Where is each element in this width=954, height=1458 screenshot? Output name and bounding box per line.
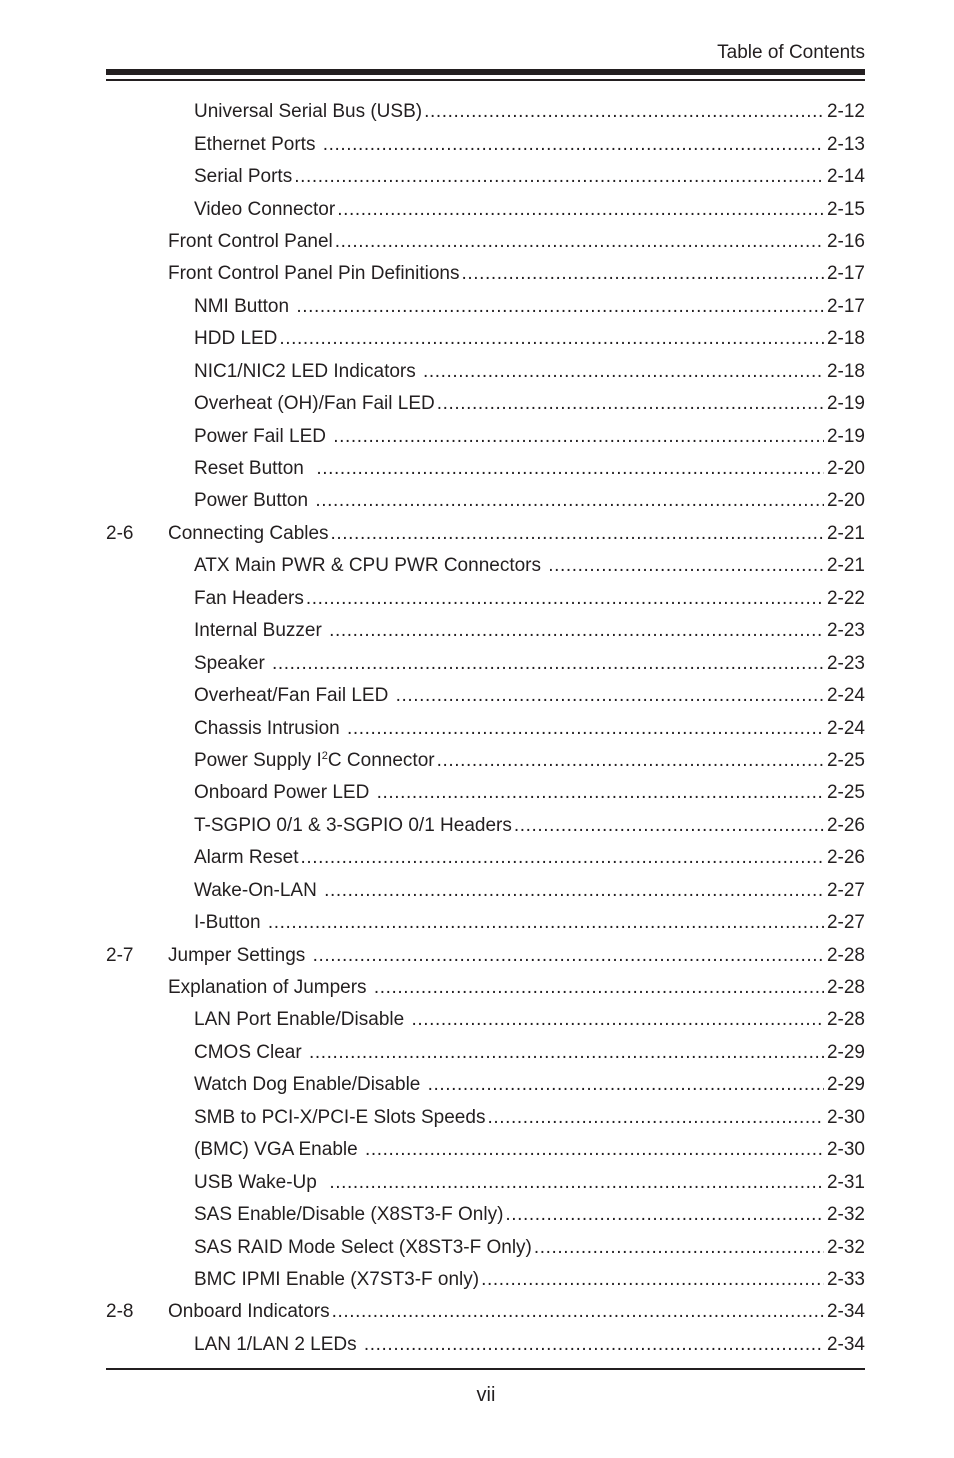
toc-entry[interactable] — [106, 453, 865, 485]
toc-dot-leader — [505, 1204, 824, 1226]
toc-entry[interactable] — [106, 161, 865, 193]
toc-entry[interactable] — [106, 420, 865, 452]
toc-entry-title: LAN 1/LAN 2 LEDs — [194, 1333, 362, 1355]
toc-entry-body — [194, 1204, 865, 1226]
toc-page-number: 2-12 — [826, 101, 865, 123]
toc-entry[interactable] — [106, 550, 865, 582]
toc-dot-leader — [272, 653, 824, 675]
toc-page-number: 2-28 — [826, 1009, 865, 1031]
toc-entry-title: SMB to PCI-X/PCI-E Slots Speeds — [194, 1106, 486, 1128]
toc-entry-body — [194, 1107, 865, 1129]
toc-entry[interactable] — [106, 810, 865, 842]
toc-entry-title-part: C Connector — [327, 749, 435, 771]
toc-entry-title: HDD LED — [194, 328, 278, 350]
running-header-title: Table of Contents — [717, 42, 865, 63]
toc-page-number: 2-23 — [826, 620, 865, 642]
toc-entry-body — [168, 231, 865, 253]
toc-entry-body — [194, 1139, 865, 1161]
toc-entry-body — [194, 426, 865, 448]
toc-entry-title: Speaker — [194, 652, 271, 674]
toc-entry-body — [194, 166, 865, 188]
page-number: vii — [476, 1384, 496, 1406]
toc-entry[interactable] — [106, 842, 865, 874]
toc-page-number: 2-18 — [826, 328, 865, 350]
toc-page-number: 2-14 — [826, 166, 865, 188]
toc-page-number: 2-29 — [826, 1041, 865, 1063]
toc-entry-body — [168, 977, 865, 999]
toc-dot-leader — [424, 101, 824, 123]
toc-dot-leader — [331, 523, 824, 545]
toc-page-number: 2-13 — [826, 133, 865, 155]
toc-dot-leader — [315, 490, 824, 512]
toc-entry-title: CMOS Clear — [194, 1041, 307, 1063]
toc-dot-leader — [279, 328, 824, 350]
toc-dot-leader — [423, 361, 824, 383]
toc-entry[interactable] — [106, 323, 865, 355]
toc-entry-title: Overheat/Fan Fail LED — [194, 685, 394, 707]
toc-dot-leader — [396, 685, 824, 707]
toc-page-number: 2-31 — [826, 1171, 865, 1193]
toc-entry-body — [194, 685, 865, 707]
toc-page-number: 2-27 — [826, 912, 865, 934]
toc-page-number: 2-24 — [826, 685, 865, 707]
toc-dot-leader — [316, 458, 824, 480]
toc-page-number: 2-34 — [826, 1301, 865, 1323]
toc-entry[interactable] — [106, 1329, 865, 1361]
toc-entry[interactable] — [106, 291, 865, 323]
toc-entry-body — [194, 1042, 865, 1064]
toc-dot-leader — [313, 945, 824, 967]
toc-entry-body — [194, 620, 865, 642]
toc-entry-body — [194, 1334, 865, 1356]
toc-entry-body — [194, 1009, 865, 1031]
toc-entry-title: Alarm Reset — [194, 847, 299, 869]
toc-entry-title: Explanation of Jumpers — [168, 977, 372, 999]
toc-entry-body — [194, 718, 865, 740]
toc-entry[interactable] — [106, 615, 865, 647]
toc-dot-leader — [323, 134, 824, 156]
toc-entry[interactable] — [106, 485, 865, 517]
toc-entry[interactable] — [106, 907, 865, 939]
toc-page-number: 2-22 — [826, 587, 865, 609]
toc-entry-title: Serial Ports — [194, 166, 293, 188]
toc-entry[interactable] — [106, 875, 865, 907]
toc-entry[interactable] — [106, 128, 865, 160]
toc-entry-body — [194, 134, 865, 156]
toc-entry-title: NMI Button — [194, 295, 295, 317]
toc-dot-leader — [428, 1074, 824, 1096]
toc-entry-body — [194, 815, 865, 837]
toc-dot-leader — [534, 1237, 824, 1259]
toc-entry-title: Video Connector — [194, 198, 336, 220]
toc-dot-leader — [296, 296, 824, 318]
toc-entry-body — [194, 588, 865, 610]
toc-entry-title: Power Button — [194, 490, 314, 512]
toc-page-number: 2-25 — [826, 782, 865, 804]
toc-entry[interactable] — [106, 647, 865, 679]
toc-entry-body — [194, 490, 865, 512]
toc-entry-body — [168, 945, 865, 967]
toc-entry-body — [194, 912, 865, 934]
toc-entry-title: Internal Buzzer — [194, 620, 328, 642]
toc-entry-body — [194, 782, 865, 804]
toc-entry[interactable] — [106, 939, 865, 971]
toc-entry[interactable] — [106, 388, 865, 420]
toc-dot-leader — [333, 426, 824, 448]
toc-entry-title: I-Button — [194, 912, 266, 934]
toc-dot-leader — [301, 847, 824, 869]
toc-dot-leader — [548, 555, 824, 577]
toc-dot-leader — [332, 1301, 824, 1323]
toc-dot-leader — [364, 1334, 824, 1356]
toc-page-number: 2-18 — [826, 360, 865, 382]
toc-entry-title: Ethernet Ports — [194, 133, 321, 155]
toc-page-number: 2-17 — [826, 295, 865, 317]
toc-entry[interactable] — [106, 1199, 865, 1231]
toc-page-number: 2-26 — [826, 814, 865, 836]
toc-entry-body — [194, 199, 865, 221]
toc-entry[interactable] — [106, 1231, 865, 1263]
toc-entry-title: BMC IPMI Enable (X7ST3-F only) — [194, 1268, 480, 1290]
toc-dot-leader — [461, 263, 823, 285]
toc-entry[interactable] — [106, 583, 865, 615]
toc-section-number: 2-6 — [106, 522, 134, 544]
toc-entry-body — [194, 458, 865, 480]
toc-dot-leader — [437, 393, 824, 415]
toc-entry[interactable] — [106, 1166, 865, 1198]
toc-dot-leader — [374, 977, 824, 999]
toc-entry-title-part: Power Supply I — [194, 749, 322, 771]
toc-entry-title: Onboard Power LED — [194, 782, 375, 804]
toc-entry-body — [194, 555, 865, 577]
toc-entry[interactable] — [106, 1004, 865, 1036]
toc-page-number: 2-26 — [826, 847, 865, 869]
toc-entry-title: Front Control Panel — [168, 230, 333, 252]
toc-entry-title: ATX Main PWR & CPU PWR Connectors — [194, 555, 547, 577]
toc-entry-body — [194, 328, 865, 350]
toc-entry[interactable] — [106, 1037, 865, 1069]
toc-page-number: 2-25 — [826, 749, 865, 771]
table-of-contents — [106, 96, 865, 1361]
toc-entry[interactable] — [106, 226, 865, 258]
toc-dot-leader — [411, 1009, 824, 1031]
toc-entry-title: Chassis Intrusion — [194, 717, 346, 739]
toc-page-number: 2-29 — [826, 1074, 865, 1096]
toc-page-number: 2-23 — [826, 652, 865, 674]
toc-entry-title: Wake-On-LAN — [194, 879, 323, 901]
toc-page-number: 2-19 — [826, 393, 865, 415]
toc-entry-body — [194, 296, 865, 318]
header-rule-thick — [106, 69, 865, 75]
toc-dot-leader — [329, 1172, 824, 1194]
toc-entry[interactable] — [106, 712, 865, 744]
toc-page-number: 2-30 — [826, 1139, 865, 1161]
toc-section-number: 2-8 — [106, 1301, 134, 1323]
toc-dot-leader — [377, 782, 824, 804]
toc-entry-title: Connecting Cables — [168, 522, 329, 544]
toc-entry-title: Reset Button — [194, 458, 315, 480]
toc-entry-body — [168, 263, 865, 285]
toc-entry-body — [194, 1269, 865, 1291]
toc-dot-leader — [365, 1139, 824, 1161]
toc-entry-body — [194, 653, 865, 675]
toc-dot-leader — [324, 880, 824, 902]
toc-dot-leader — [481, 1269, 824, 1291]
toc-entry-title: Fan Headers — [194, 587, 304, 609]
toc-dot-leader — [337, 199, 824, 221]
toc-entry-title: (BMC) VGA Enable — [194, 1139, 363, 1161]
toc-entry-title: LAN Port Enable/Disable — [194, 1009, 410, 1031]
toc-entry[interactable] — [106, 745, 865, 777]
toc-entry[interactable] — [106, 518, 865, 550]
toc-page-number: 2-24 — [826, 717, 865, 739]
toc-entry-body — [194, 750, 865, 772]
toc-entry[interactable] — [106, 680, 865, 712]
toc-dot-leader — [329, 620, 824, 642]
toc-page-number: 2-17 — [826, 263, 865, 285]
toc-dot-leader — [347, 718, 824, 740]
toc-page-number: 2-21 — [826, 522, 865, 544]
toc-entry-title: Front Control Panel Pin Definitions — [168, 263, 460, 285]
toc-section-number: 2-7 — [106, 944, 134, 966]
toc-entry-title: Overheat (OH)/Fan Fail LED — [194, 393, 435, 415]
toc-entry-title: SAS RAID Mode Select (X8ST3-F Only) — [194, 1236, 532, 1258]
toc-dot-leader — [309, 1042, 824, 1064]
toc-entry-title: Jumper Settings — [168, 944, 311, 966]
toc-dot-leader — [514, 815, 824, 837]
toc-entry-body — [194, 1237, 865, 1259]
toc-page-number: 2-30 — [826, 1106, 865, 1128]
toc-entry[interactable] — [106, 972, 865, 1004]
toc-page-number: 2-33 — [826, 1268, 865, 1290]
toc-entry[interactable] — [106, 1264, 865, 1296]
toc-entry-title: Onboard Indicators — [168, 1301, 330, 1323]
toc-page-number: 2-27 — [826, 879, 865, 901]
toc-page-number: 2-28 — [826, 944, 865, 966]
toc-entry-body — [194, 101, 865, 123]
toc-entry-body — [168, 523, 865, 545]
toc-entry[interactable] — [106, 96, 865, 128]
header-rule-thin — [106, 79, 865, 81]
toc-page-number: 2-20 — [826, 458, 865, 480]
toc-entry[interactable] — [106, 1134, 865, 1166]
toc-entry[interactable] — [106, 193, 865, 225]
toc-entry-body — [194, 1172, 865, 1194]
toc-dot-leader — [294, 166, 824, 188]
toc-entry-title: Watch Dog Enable/Disable — [194, 1074, 426, 1096]
toc-page-number: 2-21 — [826, 555, 865, 577]
toc-entry-title: T-SGPIO 0/1 & 3-SGPIO 0/1 Headers — [194, 814, 512, 836]
toc-entry-title: NIC1/NIC2 LED Indicators — [194, 360, 422, 382]
toc-page-number: 2-15 — [826, 198, 865, 220]
toc-dot-leader — [268, 912, 824, 934]
toc-entry-body — [168, 1301, 865, 1323]
toc-entry-title: Universal Serial Bus (USB) — [194, 101, 423, 123]
toc-entry-title: USB Wake-Up — [194, 1171, 328, 1193]
toc-page-number: 2-16 — [826, 230, 865, 252]
toc-entry-body — [194, 1074, 865, 1096]
toc-page-number: 2-34 — [826, 1333, 865, 1355]
toc-dot-leader — [335, 231, 824, 253]
toc-entry[interactable] — [106, 1102, 865, 1134]
toc-entry[interactable] — [106, 258, 865, 290]
toc-page-number: 2-28 — [826, 977, 865, 999]
toc-entry[interactable] — [106, 777, 865, 809]
toc-page-number: 2-32 — [826, 1204, 865, 1226]
toc-entry-title: Power Fail LED — [194, 425, 332, 447]
toc-entry[interactable] — [106, 1069, 865, 1101]
toc-entry-body — [194, 393, 865, 415]
toc-entry-body — [194, 880, 865, 902]
toc-page-number: 2-20 — [826, 490, 865, 512]
toc-page-number: 2-19 — [826, 425, 865, 447]
footer-rule — [106, 1368, 865, 1370]
toc-dot-leader — [306, 588, 824, 610]
toc-entry-title: SAS Enable/Disable (X8ST3-F Only) — [194, 1204, 504, 1226]
toc-page-number: 2-32 — [826, 1236, 865, 1258]
toc-dot-leader — [437, 750, 824, 772]
toc-entry-title-superscript: 2 — [321, 749, 328, 762]
toc-entry[interactable] — [106, 1296, 865, 1328]
toc-entry-body — [194, 847, 865, 869]
toc-entry-title — [194, 750, 435, 772]
toc-entry[interactable] — [106, 356, 865, 388]
toc-dot-leader — [487, 1107, 824, 1129]
toc-entry-body — [194, 361, 865, 383]
